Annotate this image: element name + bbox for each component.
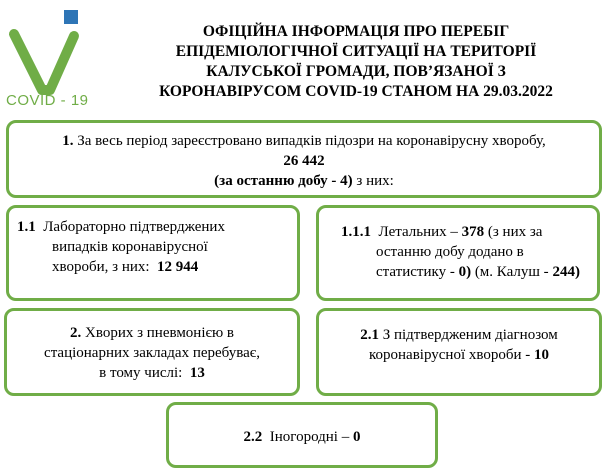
title-line: ЕПІДЕМІОЛОГІЧНОЇ СИТУАЦІЇ НА ТЕРИТОРІЇ xyxy=(175,43,537,60)
diagnosis-value: 10 xyxy=(534,347,549,363)
diagnosis-box xyxy=(316,308,602,396)
lab-confirmed-box xyxy=(6,205,300,301)
nonresident-value: 0 xyxy=(352,429,361,445)
lab-num: 1.1 xyxy=(17,219,36,235)
diagnosis-line1: З підтвердженим діагнозом xyxy=(378,327,558,343)
deaths-line3b: (м. Калуш - xyxy=(471,264,549,280)
total-cases-line xyxy=(9,131,599,151)
title-line: КОРОНАВІРУСОМ COVID-19 СТАНОМ НА 29.03.2022 xyxy=(159,83,553,100)
title-line: КАЛУСЬКОЇ ГРОМАДИ, ПОВ’ЯЗАНОЇ З xyxy=(206,63,506,80)
deaths-city: 244) xyxy=(552,264,580,280)
diagnosis-line2: коронавірусної хвороби - xyxy=(369,347,531,363)
page-title xyxy=(112,22,600,102)
total-cases-text: За весь період зареєстровано випадків підозри на коронавірусну хворобу, xyxy=(73,133,546,149)
nonresident-label: Іногородні – xyxy=(269,429,350,445)
lab-value: 12 944 xyxy=(157,259,199,275)
nonresident-box xyxy=(166,402,438,468)
lab-line1: Лабораторно підтверджених xyxy=(43,219,225,235)
total-cases-box xyxy=(6,120,602,198)
total-cases-num: 1. xyxy=(62,133,74,149)
pneumonia-line3: в тому числі: xyxy=(99,365,183,381)
last-day-line xyxy=(9,171,599,191)
logo-caption: COVID - 19 xyxy=(6,92,89,109)
deaths-num: 1.1.1 xyxy=(341,224,371,240)
deaths-box xyxy=(316,205,600,301)
deaths-value: 378 xyxy=(461,224,485,240)
last-day-value: (за останню добу - 4) xyxy=(214,173,353,189)
nonresident-num: 2.2 xyxy=(243,429,263,445)
lab-line2: випадків коронавірусної xyxy=(52,239,208,255)
deaths-line1-rest: (з них за xyxy=(484,224,543,240)
pneumonia-line2: стаціонарних закладах перебуває, xyxy=(44,345,260,361)
pneumonia-value: 13 xyxy=(189,365,205,381)
pneumonia-line1: Хворих з пневмонією в xyxy=(81,325,234,341)
last-day-suffix: з них: xyxy=(352,173,394,189)
lab-line3: хвороби, з них: xyxy=(52,259,150,275)
title-line: ОФІЦІЙНА ІНФОРМАЦІЯ ПРО ПЕРЕБІГ xyxy=(202,23,510,40)
total-cases-value: 26 442 xyxy=(283,153,325,169)
deaths-line2: останню добу додано в xyxy=(376,244,524,260)
diagnosis-num: 2.1 xyxy=(360,327,379,343)
deaths-label: Летальних – xyxy=(378,224,458,240)
pneumonia-num: 2. xyxy=(70,325,82,341)
pneumonia-box xyxy=(4,308,300,396)
deaths-last-day: 0) xyxy=(458,264,472,280)
deaths-line3a: статистику - xyxy=(376,264,455,280)
